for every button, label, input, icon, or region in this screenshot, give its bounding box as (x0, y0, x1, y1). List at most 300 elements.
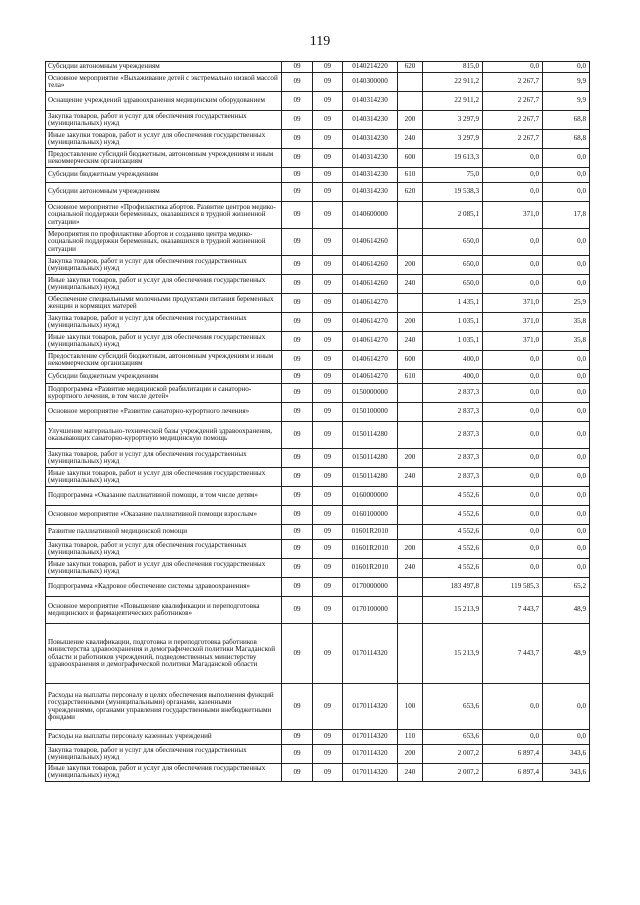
cell-value-1: 19 538,3 (423, 183, 483, 202)
cell-expense-type: 200 (398, 256, 423, 275)
cell-name: Закупка товаров, работ и услуг для обеспечения государственных (муниципальных) нужд (46, 449, 282, 468)
cell-subsection: 09 (313, 525, 343, 540)
cell-name: Закупка товаров, работ и услуг для обеспечения государственных (муниципальных) нужд (46, 745, 282, 764)
cell-percent: 35,8 (543, 313, 590, 332)
cell-expense-type (398, 578, 423, 597)
cell-expense-type: 200 (398, 745, 423, 764)
cell-name: Иные закупки товаров, работ и услуг для обеспечения государственных (муниципальных) нужд (46, 130, 282, 149)
cell-expense-type: 240 (398, 764, 423, 782)
cell-section: 09 (282, 149, 313, 168)
cell-section: 09 (282, 624, 313, 684)
cell-name: Иные закупки товаров, работ и услуг для обеспечения государственных (муниципальных) нужд (46, 468, 282, 487)
cell-expense-type (398, 294, 423, 313)
cell-subsection: 09 (313, 168, 343, 183)
cell-target-code: 0160100000 (343, 506, 398, 525)
table-row (46, 73, 590, 92)
cell-subsection: 09 (313, 403, 343, 422)
cell-value-1: 4 552,6 (423, 506, 483, 525)
cell-target-code: 01601R2010 (343, 540, 398, 559)
cell-name: Закупка товаров, работ и услуг для обеспечения государственных (муниципальных) нужд (46, 313, 282, 332)
cell-percent: 0,0 (543, 275, 590, 294)
cell-value-1: 4 552,6 (423, 487, 483, 506)
cell-value-1: 1 435,1 (423, 294, 483, 313)
cell-target-code: 0140314230 (343, 168, 398, 183)
table-row (46, 540, 590, 559)
cell-value-2: 0,0 (483, 403, 543, 422)
cell-name: Иные закупки товаров, работ и услуг для обеспечения государственных (муниципальных) нужд (46, 559, 282, 578)
cell-target-code: 0140614270 (343, 370, 398, 384)
cell-value-1: 183 497,8 (423, 578, 483, 597)
table-row (46, 202, 590, 229)
cell-expense-type (398, 597, 423, 624)
cell-value-1: 2 837,3 (423, 422, 483, 449)
cell-section: 09 (282, 313, 313, 332)
cell-subsection: 09 (313, 540, 343, 559)
cell-expense-type: 240 (398, 275, 423, 294)
cell-section: 09 (282, 168, 313, 183)
cell-value-1: 2 837,3 (423, 468, 483, 487)
cell-percent: 0,0 (543, 351, 590, 370)
cell-target-code: 0150000000 (343, 384, 398, 403)
cell-value-2: 0,0 (483, 525, 543, 540)
table-row (46, 332, 590, 351)
cell-name: Субсидии бюджетным учреждениям (46, 370, 282, 384)
table-row (46, 525, 590, 540)
cell-value-1: 2 085,1 (423, 202, 483, 229)
cell-target-code: 0140314230 (343, 111, 398, 130)
cell-value-1: 4 552,6 (423, 540, 483, 559)
cell-value-1: 19 613,3 (423, 149, 483, 168)
cell-expense-type (398, 422, 423, 449)
cell-section: 09 (282, 506, 313, 525)
cell-name: Улучшение материально-технической базы учреждений здравоохранения, оказывающих санаторно-курортную медицинскую помощь (46, 422, 282, 449)
cell-target-code: 0150114280 (343, 422, 398, 449)
cell-value-2: 0,0 (483, 730, 543, 745)
cell-subsection: 09 (313, 332, 343, 351)
cell-subsection: 09 (313, 275, 343, 294)
cell-value-2: 0,0 (483, 62, 543, 73)
table-row (46, 422, 590, 449)
cell-target-code: 0160000000 (343, 487, 398, 506)
cell-section: 09 (282, 256, 313, 275)
cell-value-2: 0,0 (483, 275, 543, 294)
cell-target-code: 0140614270 (343, 332, 398, 351)
cell-percent: 9,9 (543, 73, 590, 92)
table-row (46, 624, 590, 684)
cell-subsection: 09 (313, 684, 343, 730)
cell-target-code: 0170114320 (343, 764, 398, 782)
cell-name: Иные закупки товаров, работ и услуг для обеспечения государственных (муниципальных) нужд (46, 332, 282, 351)
cell-value-2: 7 443,7 (483, 624, 543, 684)
table-row (46, 468, 590, 487)
cell-percent: 0,0 (543, 487, 590, 506)
cell-expense-type: 600 (398, 149, 423, 168)
cell-subsection: 09 (313, 370, 343, 384)
cell-name: Расходы на выплаты персоналу в целях обеспечения выполнения функций государственными (муниципальными) органами, казенными учреждениями, органами управления государственными внебюджетными фондами (46, 684, 282, 730)
cell-subsection: 09 (313, 183, 343, 202)
cell-value-2: 0,0 (483, 540, 543, 559)
cell-percent: 65,2 (543, 578, 590, 597)
cell-value-2: 2 267,7 (483, 111, 543, 130)
cell-section: 09 (282, 370, 313, 384)
cell-subsection: 09 (313, 351, 343, 370)
cell-expense-type: 620 (398, 183, 423, 202)
table-row (46, 294, 590, 313)
cell-value-1: 650,0 (423, 256, 483, 275)
cell-subsection: 09 (313, 764, 343, 782)
cell-value-1: 3 297,9 (423, 130, 483, 149)
cell-value-1: 4 552,6 (423, 559, 483, 578)
cell-expense-type: 610 (398, 168, 423, 183)
cell-value-2: 0,0 (483, 468, 543, 487)
cell-percent: 343,6 (543, 745, 590, 764)
cell-section: 09 (282, 229, 313, 256)
cell-value-2: 0,0 (483, 559, 543, 578)
cell-subsection: 09 (313, 92, 343, 111)
table-row (46, 92, 590, 111)
table-row (46, 275, 590, 294)
cell-section: 09 (282, 351, 313, 370)
cell-section: 09 (282, 578, 313, 597)
cell-expense-type (398, 624, 423, 684)
cell-section: 09 (282, 62, 313, 73)
table-row (46, 183, 590, 202)
table-row (46, 229, 590, 256)
cell-value-1: 1 035,1 (423, 313, 483, 332)
table-row (46, 149, 590, 168)
cell-target-code: 0140614260 (343, 229, 398, 256)
cell-target-code: 0140214220 (343, 62, 398, 73)
cell-subsection: 09 (313, 202, 343, 229)
cell-subsection: 09 (313, 149, 343, 168)
cell-name: Предоставление субсидий бюджетным, автономным учреждениям и иным некоммерческим организациям (46, 149, 282, 168)
table-row (46, 559, 590, 578)
cell-section: 09 (282, 183, 313, 202)
cell-section: 09 (282, 684, 313, 730)
cell-name: Подпрограмма «Оказание паллиативной помощи, в том числе детям» (46, 487, 282, 506)
cell-percent: 0,0 (543, 559, 590, 578)
cell-percent: 9,9 (543, 92, 590, 111)
cell-percent: 0,0 (543, 506, 590, 525)
cell-name: Основное мероприятие «Повышение квалификации и переподготовка медицинских и фармацевтических работников» (46, 597, 282, 624)
cell-percent: 25,9 (543, 294, 590, 313)
cell-expense-type (398, 229, 423, 256)
cell-subsection: 09 (313, 745, 343, 764)
cell-subsection: 09 (313, 229, 343, 256)
cell-value-2: 0,0 (483, 422, 543, 449)
cell-name: Основное мероприятие «Оказание паллиативной помощи взрослым» (46, 506, 282, 525)
cell-target-code: 0170100000 (343, 597, 398, 624)
cell-percent: 68,8 (543, 111, 590, 130)
table-row (46, 487, 590, 506)
cell-percent: 0,0 (543, 403, 590, 422)
cell-expense-type: 600 (398, 351, 423, 370)
cell-percent: 35,8 (543, 332, 590, 351)
cell-value-2: 2 267,7 (483, 130, 543, 149)
cell-subsection: 09 (313, 111, 343, 130)
cell-section: 09 (282, 449, 313, 468)
cell-subsection: 09 (313, 487, 343, 506)
cell-value-2: 0,0 (483, 384, 543, 403)
cell-subsection: 09 (313, 559, 343, 578)
cell-value-1: 2 837,3 (423, 403, 483, 422)
cell-expense-type (398, 73, 423, 92)
cell-expense-type: 240 (398, 559, 423, 578)
cell-subsection: 09 (313, 256, 343, 275)
cell-expense-type: 200 (398, 449, 423, 468)
table-row (46, 506, 590, 525)
cell-subsection: 09 (313, 73, 343, 92)
cell-percent: 0,0 (543, 183, 590, 202)
cell-subsection: 09 (313, 422, 343, 449)
cell-name: Подпрограмма «Кадровое обеспечение системы здравоохранения» (46, 578, 282, 597)
table-row (46, 62, 590, 73)
cell-name: Мероприятия по профилактике абортов и созданию центра медико-социальной поддержки беременных, оказавшихся в трудной жизненной ситуации (46, 229, 282, 256)
cell-percent: 0,0 (543, 449, 590, 468)
cell-percent: 68,8 (543, 130, 590, 149)
cell-target-code: 0140300000 (343, 73, 398, 92)
cell-section: 09 (282, 468, 313, 487)
cell-value-1: 22 911,2 (423, 73, 483, 92)
cell-percent: 0,0 (543, 422, 590, 449)
cell-subsection: 09 (313, 449, 343, 468)
cell-value-1: 650,0 (423, 229, 483, 256)
cell-value-2: 6 897,4 (483, 745, 543, 764)
cell-expense-type: 240 (398, 130, 423, 149)
table-row (46, 168, 590, 183)
cell-section: 09 (282, 92, 313, 111)
cell-target-code: 0140614270 (343, 313, 398, 332)
cell-value-1: 400,0 (423, 370, 483, 384)
cell-value-1: 4 552,6 (423, 525, 483, 540)
table-row (46, 111, 590, 130)
cell-name: Основное мероприятие «Выхаживание детей с экстремально низкой массой тела» (46, 73, 282, 92)
cell-value-1: 75,0 (423, 168, 483, 183)
table-row (46, 403, 590, 422)
cell-percent: 0,0 (543, 62, 590, 73)
cell-value-2: 0,0 (483, 449, 543, 468)
cell-section: 09 (282, 403, 313, 422)
cell-value-1: 653,6 (423, 730, 483, 745)
cell-expense-type: 610 (398, 370, 423, 384)
cell-target-code: 0150100000 (343, 403, 398, 422)
cell-value-1: 815,0 (423, 62, 483, 73)
cell-percent: 0,0 (543, 525, 590, 540)
cell-value-2: 0,0 (483, 684, 543, 730)
cell-section: 09 (282, 597, 313, 624)
cell-subsection: 09 (313, 294, 343, 313)
table-row (46, 256, 590, 275)
cell-expense-type (398, 487, 423, 506)
cell-subsection: 09 (313, 130, 343, 149)
cell-expense-type: 110 (398, 730, 423, 745)
cell-section: 09 (282, 73, 313, 92)
cell-expense-type (398, 525, 423, 540)
cell-value-2: 371,0 (483, 294, 543, 313)
cell-value-2: 7 443,7 (483, 597, 543, 624)
cell-subsection: 09 (313, 730, 343, 745)
cell-percent: 0,0 (543, 168, 590, 183)
cell-target-code: 0140314230 (343, 183, 398, 202)
cell-target-code: 0170114320 (343, 730, 398, 745)
cell-target-code: 0140614260 (343, 256, 398, 275)
cell-value-2: 0,0 (483, 506, 543, 525)
cell-target-code: 0170114320 (343, 745, 398, 764)
cell-percent: 0,0 (543, 256, 590, 275)
cell-value-1: 22 911,2 (423, 92, 483, 111)
cell-subsection: 09 (313, 506, 343, 525)
table-row (46, 578, 590, 597)
cell-subsection: 09 (313, 62, 343, 73)
page-number: 119 (309, 34, 331, 49)
cell-section: 09 (282, 525, 313, 540)
cell-value-2: 0,0 (483, 256, 543, 275)
cell-value-2: 0,0 (483, 229, 543, 256)
cell-name: Расходы на выплаты персоналу казенных учреждений (46, 730, 282, 745)
cell-expense-type: 240 (398, 468, 423, 487)
cell-target-code: 01601R2010 (343, 525, 398, 540)
cell-section: 09 (282, 111, 313, 130)
cell-percent: 0,0 (543, 684, 590, 730)
cell-value-1: 15 213,9 (423, 624, 483, 684)
cell-name: Закупка товаров, работ и услуг для обеспечения государственных (муниципальных) нужд (46, 111, 282, 130)
cell-name: Оснащение учреждений здравоохранения медицинским оборудованием (46, 92, 282, 111)
table-row (46, 130, 590, 149)
cell-value-1: 2 837,3 (423, 449, 483, 468)
cell-subsection: 09 (313, 597, 343, 624)
cell-name: Субсидии бюджетным учреждениям (46, 168, 282, 183)
cell-percent: 48,9 (543, 597, 590, 624)
cell-value-2: 371,0 (483, 332, 543, 351)
cell-percent: 0,0 (543, 468, 590, 487)
cell-subsection: 09 (313, 468, 343, 487)
cell-value-2: 2 267,7 (483, 92, 543, 111)
table-row (46, 684, 590, 730)
cell-expense-type (398, 403, 423, 422)
cell-section: 09 (282, 275, 313, 294)
cell-target-code: 0140314230 (343, 149, 398, 168)
cell-value-2: 119 585,3 (483, 578, 543, 597)
table-row (46, 745, 590, 764)
cell-name: Повышение квалификации, подготовка и переподготовка работников министерства здравоохранения и демографической политики Магаданской области и работников учреждений, подведомственных министерству здравоохранения и демографической политики Магаданской области (46, 624, 282, 684)
cell-name: Основное мероприятие «Развитие санаторно-курортного лечения» (46, 403, 282, 422)
cell-name: Субсидии автономным учреждениям (46, 183, 282, 202)
cell-expense-type: 100 (398, 684, 423, 730)
cell-target-code: 0170114320 (343, 684, 398, 730)
cell-value-1: 15 213,9 (423, 597, 483, 624)
cell-target-code: 0150114280 (343, 468, 398, 487)
cell-percent: 0,0 (543, 730, 590, 745)
cell-subsection: 09 (313, 384, 343, 403)
cell-percent: 343,6 (543, 764, 590, 782)
cell-section: 09 (282, 730, 313, 745)
cell-value-2: 0,0 (483, 149, 543, 168)
cell-target-code: 0150114280 (343, 449, 398, 468)
cell-name: Предоставление субсидий бюджетным, автономным учреждениям и иным некоммерческим организациям (46, 351, 282, 370)
cell-value-2: 2 267,7 (483, 73, 543, 92)
cell-name: Обеспечение специальными молочными продуктами питания беременных женщин и кормящих матерей (46, 294, 282, 313)
cell-name: Развитие паллиативной медицинской помощи (46, 525, 282, 540)
cell-value-2: 371,0 (483, 202, 543, 229)
cell-expense-type: 620 (398, 62, 423, 73)
cell-target-code: 0140614270 (343, 294, 398, 313)
cell-name: Подпрограмма «Развитие медицинской реабилитации и санаторно-курортного лечения, в том числе детей» (46, 384, 282, 403)
cell-value-1: 2 007,2 (423, 764, 483, 782)
cell-name: Закупка товаров, работ и услуг для обеспечения государственных (муниципальных) нужд (46, 540, 282, 559)
cell-section: 09 (282, 487, 313, 506)
cell-target-code: 0140614270 (343, 351, 398, 370)
cell-section: 09 (282, 764, 313, 782)
cell-value-1: 400,0 (423, 351, 483, 370)
cell-expense-type (398, 506, 423, 525)
cell-target-code: 0140314230 (343, 92, 398, 111)
cell-expense-type: 200 (398, 111, 423, 130)
cell-value-2: 0,0 (483, 168, 543, 183)
cell-value-2: 6 897,4 (483, 764, 543, 782)
cell-target-code: 01601R2010 (343, 559, 398, 578)
cell-subsection: 09 (313, 313, 343, 332)
cell-target-code: 0170000000 (343, 578, 398, 597)
cell-value-2: 0,0 (483, 370, 543, 384)
cell-expense-type: 200 (398, 313, 423, 332)
cell-percent: 0,0 (543, 384, 590, 403)
cell-value-1: 650,0 (423, 275, 483, 294)
cell-percent: 0,0 (543, 540, 590, 559)
table-row (46, 764, 590, 782)
cell-percent: 48,9 (543, 624, 590, 684)
cell-value-2: 371,0 (483, 313, 543, 332)
cell-percent: 0,0 (543, 229, 590, 256)
cell-section: 09 (282, 130, 313, 149)
cell-section: 09 (282, 559, 313, 578)
cell-percent: 17,8 (543, 202, 590, 229)
cell-section: 09 (282, 332, 313, 351)
cell-value-2: 0,0 (483, 183, 543, 202)
cell-value-1: 2 837,3 (423, 384, 483, 403)
cell-expense-type: 200 (398, 540, 423, 559)
cell-section: 09 (282, 384, 313, 403)
cell-subsection: 09 (313, 624, 343, 684)
table-row (46, 449, 590, 468)
cell-value-1: 653,6 (423, 684, 483, 730)
cell-section: 09 (282, 745, 313, 764)
table-row (46, 730, 590, 745)
cell-name: Закупка товаров, работ и услуг для обеспечения государственных (муниципальных) нужд (46, 256, 282, 275)
table-row (46, 370, 590, 384)
budget-table-body (46, 62, 590, 782)
cell-expense-type (398, 92, 423, 111)
cell-section: 09 (282, 294, 313, 313)
table-row (46, 384, 590, 403)
table-row (46, 597, 590, 624)
cell-value-1: 2 007,2 (423, 745, 483, 764)
cell-percent: 0,0 (543, 149, 590, 168)
cell-value-2: 0,0 (483, 487, 543, 506)
cell-name: Иные закупки товаров, работ и услуг для обеспечения государственных (муниципальных) нужд (46, 764, 282, 782)
cell-value-1: 1 035,1 (423, 332, 483, 351)
cell-name: Основное мероприятие «Профилактика абортов. Развитие центров медико-социальной поддержки беременных, оказавшихся в трудной жизненной ситуации» (46, 202, 282, 229)
cell-subsection: 09 (313, 578, 343, 597)
cell-expense-type (398, 202, 423, 229)
cell-target-code: 0140614260 (343, 275, 398, 294)
cell-value-2: 0,0 (483, 351, 543, 370)
cell-target-code: 0140314230 (343, 130, 398, 149)
cell-target-code: 0170114320 (343, 624, 398, 684)
cell-percent: 0,0 (543, 370, 590, 384)
budget-table (45, 61, 590, 782)
cell-section: 09 (282, 422, 313, 449)
cell-name: Субсидии автономным учреждениям (46, 62, 282, 73)
